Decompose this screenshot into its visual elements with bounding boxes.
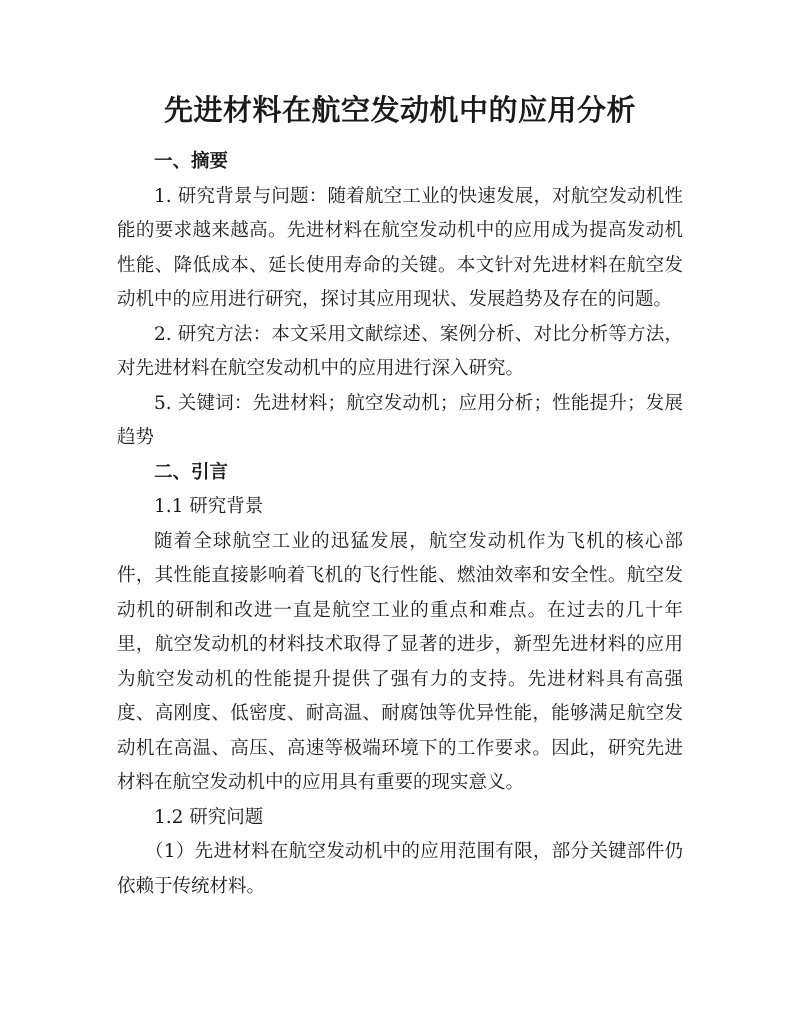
section-heading-abstract: 一、摘要 [154, 151, 229, 172]
abstract-paragraph-background: 1. 研究背景与问题：随着航空工业的快速发展，对航空发动机性能的要求越来越高。先进材料在航空发动机中的应用成为提高发动机性能、降低成本、延长使用寿命的关键。本文针对先进材料在航空发动机中的应用进行研究，探讨其应用现状、发展趋势及存在的问题。 [117, 185, 683, 310]
section-heading-intro: 二、引言 [154, 461, 229, 483]
abstract-paragraph-method: 2. 研究方法：本文采用文献综述、案例分析、对比分析等方法，对先进材料在航空发动机中的应用进行深入研究。 [117, 323, 683, 379]
document-title: 先进材料在航空发动机中的应用分析 [163, 93, 636, 127]
document-body [117, 145, 683, 904]
abstract-paragraph-keywords: 5. 关键词：先进材料；航空发动机；应用分析；性能提升；发展趋势 [117, 392, 683, 448]
intro-paragraph-background: 随着全球航空工业的迅猛发展，航空发动机作为飞机的核心部件，其性能直接影响着飞机的飞行性能、燃油效率和安全性。航空发动机的研制和改进一直是航空工业的重点和难点。在过去的几十年里，航空发动机的材料技术取得了显著的进步，新型先进材料的应用为航空发动机的性能提升提供了强有力的支持。先进材料具有高强度、高刚度、低密度、耐高温、耐腐蚀等优异性能，能够满足航空发动机在高温、高压、高速等极端环境下的工作要求。因此，研究先进材料在航空发动机中的应用具有重要的现实意义。 [117, 530, 683, 793]
subsection-heading-background: 1.1 研究背景 [154, 496, 264, 517]
subsection-heading-questions: 1.2 研究问题 [154, 806, 264, 828]
question-item-1: （1）先进材料在航空发动机中的应用范围有限，部分关键部件仍依赖于传统材料。 [117, 841, 683, 897]
